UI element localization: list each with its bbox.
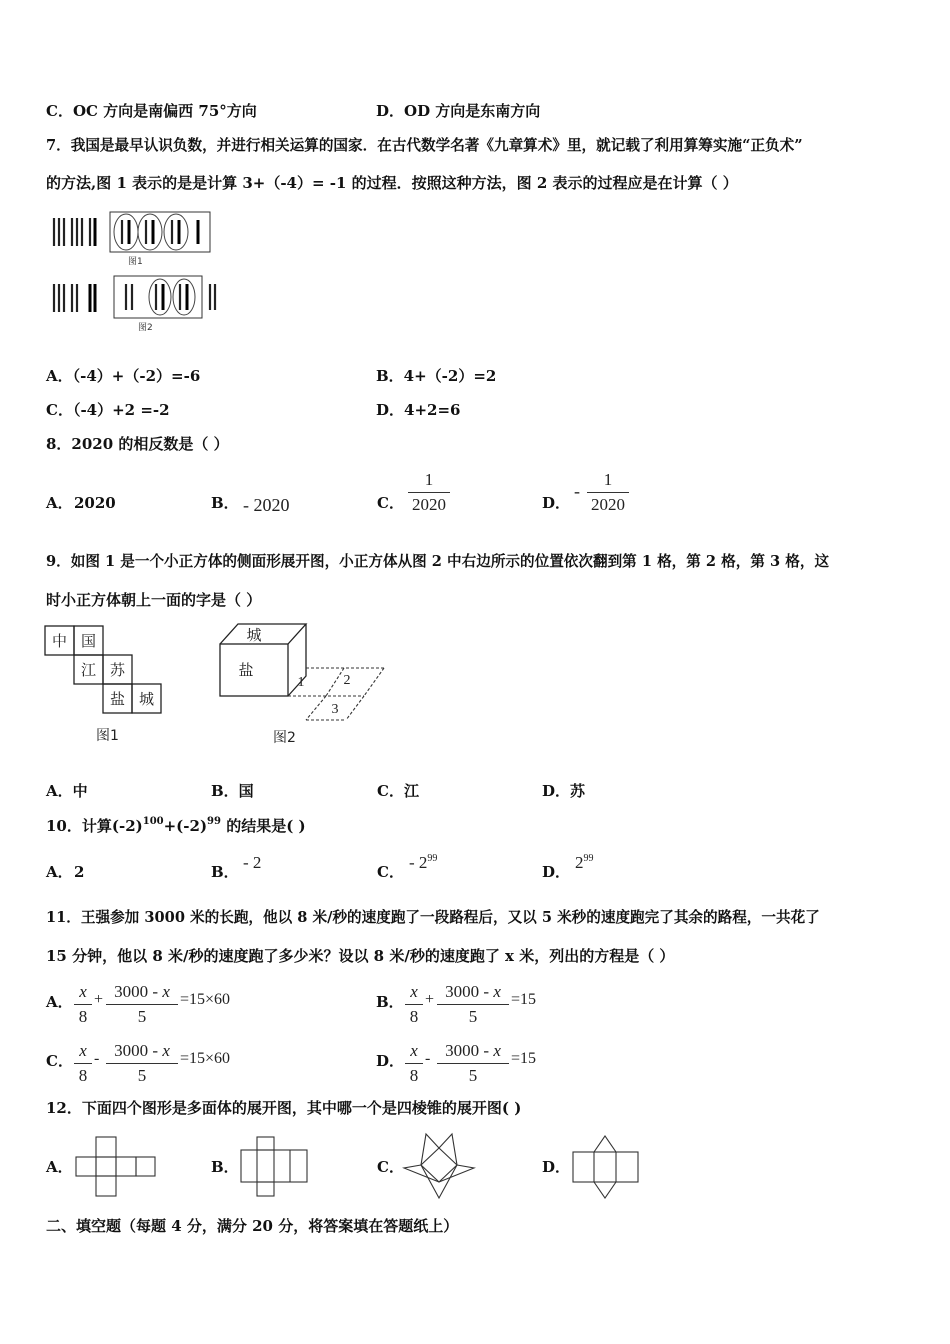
q9-figure-1-net	[44, 624, 169, 748]
q10-option-d-value	[575, 854, 594, 871]
q11-b-frac2-num-var: x	[493, 982, 501, 1001]
q9-grid-number-3: 3	[331, 702, 339, 717]
q11-b-frac1-num: x	[410, 982, 418, 1001]
q10-exponent-2: 99	[207, 816, 221, 827]
q9-cube-top-face: 城	[246, 626, 262, 644]
q8-option-c-fraction	[408, 471, 450, 513]
q11-d-fraction-2	[437, 1042, 509, 1084]
q10-option-d-base: 2	[575, 853, 584, 872]
q10-stem-mid: +(-2)	[163, 817, 208, 835]
q11-d-frac1-den: 8	[409, 1066, 419, 1085]
q11-d-fraction-1	[405, 1042, 423, 1084]
q11-option-d-label: D．	[376, 1052, 405, 1070]
q10-option-c-value	[409, 854, 437, 871]
q10-exponent-1: 100	[142, 816, 164, 827]
q11-c-rhs: =15×60	[180, 1050, 231, 1067]
q9-cube-front-face: 盐	[238, 661, 254, 679]
q9-net-cell-5: 盐	[109, 690, 126, 708]
q11-b-rhs: =15	[511, 991, 537, 1008]
q10-option-c-label: C．	[377, 863, 404, 881]
q9-net-cell-2: 国	[80, 632, 97, 650]
q9-figure-1-caption: 图1	[96, 728, 119, 744]
q11-d-minus: -	[425, 1050, 431, 1067]
q8-option-a-label: A．	[46, 494, 73, 512]
q11-b-frac2-den: 5	[468, 1007, 478, 1026]
q8-option-d-sign: -	[574, 481, 580, 501]
q11-c-fraction-1	[74, 1042, 92, 1084]
q12-option-b-net-figure	[240, 1136, 310, 1198]
q12-option-c-net-figure	[402, 1130, 476, 1200]
q11-b-frac2-num	[437, 983, 509, 1000]
q7-stem-line2: 的方法,图 1 表示的是是计算 3+（-4）= -1 的过程．按照这种方法，图 2 表示的过程应是在计算（ ）	[46, 174, 738, 192]
q11-c-frac1-den: 8	[78, 1066, 88, 1085]
q11-a-fraction-2	[106, 983, 178, 1025]
q6-option-c: C．OC 方向是南偏西 75°方向	[46, 102, 257, 120]
q10-option-c-base: - 2	[409, 853, 428, 872]
q11-b-frac2-num-const: 3000 -	[445, 982, 494, 1001]
q9-net-cell-1: 中	[51, 632, 68, 650]
q8-option-d-label: D．	[542, 494, 571, 512]
q9-net-cell-4: 苏	[109, 661, 126, 679]
q11-stem-line1: 11．王强参加 3000 米的长跑，他以 8 米/秒的速度跑了一段路程后，又以 5 米秒的速度跑完了其余的路程，一共花了	[46, 909, 820, 926]
q7-figure-1-caption: 图1	[128, 257, 143, 267]
q7-option-b: B．4+（-2）=2	[376, 367, 497, 385]
q11-stem-line2: 15 分钟，他以 8 米/秒的速度跑了多少米？设以 8 米/秒的速度跑了 x 米，列出的方程是（ ）	[46, 947, 675, 965]
q11-a-frac1-num: x	[79, 982, 87, 1001]
section-2-title: 二、填空题（每题 4 分，满分 20 分，将答案填在答题纸上）	[46, 1217, 459, 1235]
q9-option-c: C．江	[377, 782, 419, 800]
q11-b-plus: +	[425, 991, 435, 1008]
q9-option-d: D．苏	[542, 782, 586, 800]
q11-a-rhs: =15×60	[180, 991, 231, 1008]
q9-figure-2-caption: 图2	[273, 730, 296, 746]
q11-d-frac2-num-const: 3000 -	[445, 1041, 494, 1060]
q11-a-frac2-num	[106, 983, 178, 1000]
q9-option-a: A．中	[46, 782, 88, 800]
q8-option-d-denominator: 2020	[591, 495, 625, 514]
q10-option-d-exponent: 99	[583, 853, 594, 864]
q11-c-frac2-num	[106, 1042, 178, 1059]
q7-option-d: D．4+2=6	[376, 401, 461, 419]
q11-d-frac2-num-var: x	[493, 1041, 501, 1060]
q8-option-b-label: B．	[211, 494, 239, 512]
q11-d-frac2-num	[437, 1042, 509, 1059]
q11-c-minus: -	[94, 1050, 100, 1067]
q10-option-b-value: - 2	[243, 853, 262, 872]
q8-option-b-value: - 2020	[243, 495, 290, 515]
q9-figure-2-cube	[214, 618, 389, 750]
q11-a-fraction-1	[74, 983, 92, 1025]
q7-option-a: A．（-4）+（-2）=-6	[46, 367, 201, 385]
q8-option-d-numerator: 1	[603, 470, 613, 489]
q11-b-fraction-1	[405, 983, 423, 1025]
q10-stem-suffix: 的结果是( )	[220, 817, 306, 835]
q11-c-frac1-num: x	[79, 1041, 87, 1060]
q9-grid-number-2: 2	[343, 673, 351, 688]
q10-option-a-value: 2	[74, 863, 85, 881]
q12-option-d-label: D．	[542, 1158, 571, 1176]
q12-option-a-label: A．	[46, 1158, 73, 1176]
q12-option-a-net-figure	[75, 1136, 157, 1198]
q9-stem-line2: 时小正方体朝上一面的字是（ ）	[46, 591, 262, 609]
q11-d-frac2-den: 5	[468, 1066, 478, 1085]
q10-option-a-label: A．	[46, 863, 73, 881]
q9-grid-number-1: 1	[297, 675, 305, 690]
q9-stem-line1: 9．如图 1 是一个小正方体的侧面形展开图，小正方体从图 2 中右边所示的位置依次翻到第 1 格，第 2 格，第 3 格，这	[46, 553, 830, 570]
q10-stem-prefix: 10．计算(-2)	[46, 817, 143, 835]
q8-option-c-denominator: 2020	[412, 495, 446, 514]
q11-d-rhs: =15	[511, 1050, 537, 1067]
q12-option-c-label: C．	[377, 1158, 404, 1176]
q8-option-a-value: 2020	[74, 494, 116, 512]
q11-a-frac1-den: 8	[78, 1007, 88, 1026]
q11-a-frac2-num-const: 3000 -	[114, 982, 163, 1001]
q11-c-frac2-den: 5	[137, 1066, 147, 1085]
q10-option-b-label: B．	[211, 863, 239, 881]
q9-option-b: B．国	[211, 782, 254, 800]
q11-d-frac1-num: x	[410, 1041, 418, 1060]
q11-c-frac2-num-var: x	[162, 1041, 170, 1060]
q12-option-d-net-figure	[572, 1134, 640, 1200]
q7-figure-1	[48, 208, 218, 268]
q9-net-cell-6: 城	[138, 690, 155, 708]
q11-option-b-label: B．	[376, 993, 404, 1011]
q11-a-frac2-den: 5	[137, 1007, 147, 1026]
q11-c-fraction-2	[106, 1042, 178, 1084]
q11-a-frac2-num-var: x	[162, 982, 170, 1001]
q9-net-cell-3: 江	[80, 661, 97, 679]
q11-option-a-label: A．	[46, 993, 73, 1011]
q10-option-c-exponent: 99	[427, 853, 438, 864]
q10-option-d-label: D．	[542, 863, 571, 881]
q7-stem-line1: 7．我国是最早认识负数，并进行相关运算的国家．在古代数学名著《九章算术》里，就记载了利用算筹实施“正负术”	[46, 137, 803, 154]
q7-option-c: C．（-4）+2 =-2	[46, 401, 170, 419]
q8-stem: 8．2020 的相反数是（ ）	[46, 435, 229, 453]
q6-option-d: D．OD 方向是东南方向	[376, 102, 541, 120]
q11-b-frac1-den: 8	[409, 1007, 419, 1026]
q8-option-d-fraction	[587, 471, 629, 513]
q11-b-fraction-2	[437, 983, 509, 1025]
q8-option-c-label: C．	[377, 494, 404, 512]
q11-option-c-label: C．	[46, 1052, 73, 1070]
q7-figure-2	[48, 272, 228, 334]
q8-option-c-numerator: 1	[424, 470, 434, 489]
q7-figure-2-caption: 图2	[138, 323, 153, 333]
q12-option-b-label: B．	[211, 1158, 239, 1176]
q11-a-plus: +	[94, 991, 104, 1008]
q12-stem: 12．下面四个图形是多面体的展开图，其中哪一个是四棱锥的展开图( )	[46, 1099, 522, 1117]
q11-c-frac2-num-const: 3000 -	[114, 1041, 163, 1060]
q10-stem	[46, 816, 306, 835]
